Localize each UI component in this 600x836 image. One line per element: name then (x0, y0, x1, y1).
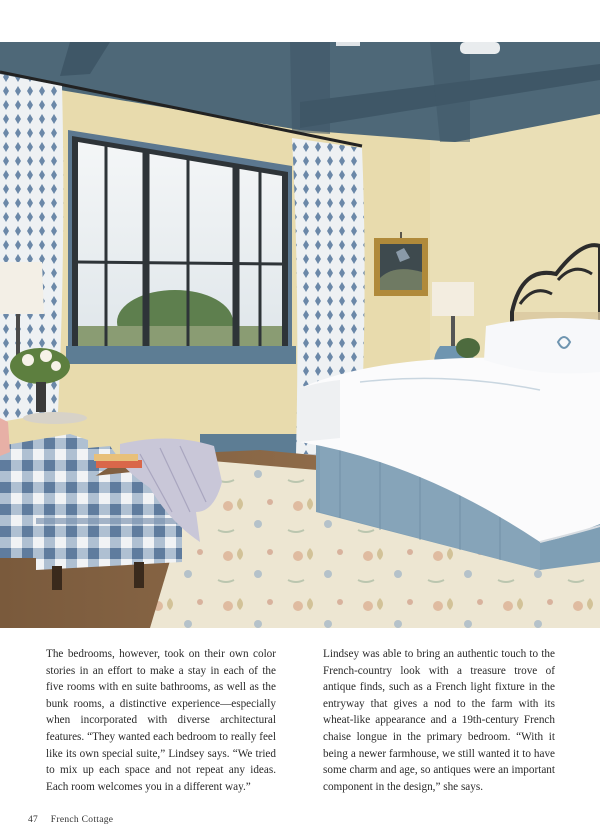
bedroom-photo (0, 42, 600, 628)
page-number: 47 (28, 815, 39, 825)
article-paragraph-right: Lindsey was able to bring an authentic touch to the French-country look with a treasure trove of antique finds, such as a French light fixture in the entryway that gives a nod to the farm with its wheat-like appearance and a 19th-century French chaise longue in the primary bedroom. “With it being a newer farmhouse, we still wanted it to have some charm and age, so antiques were an important component in the design,” she says. (323, 648, 555, 793)
publication-name: French Cottage (50, 815, 114, 825)
article-paragraph-left: The bedrooms, however, took on their own color stories in an effort to make a stay in each of the five rooms with en suite bathrooms, as well as the bunk rooms, a distinctive experience—especially when incorporated with diverse architectural features. “They wanted each bedroom to really feel like its own special suite,” Lindsey says. “We tried to mix up each space and not repeat any ideas. Each room welcomes you in a different way.” (46, 648, 276, 793)
page-footer (28, 815, 113, 825)
